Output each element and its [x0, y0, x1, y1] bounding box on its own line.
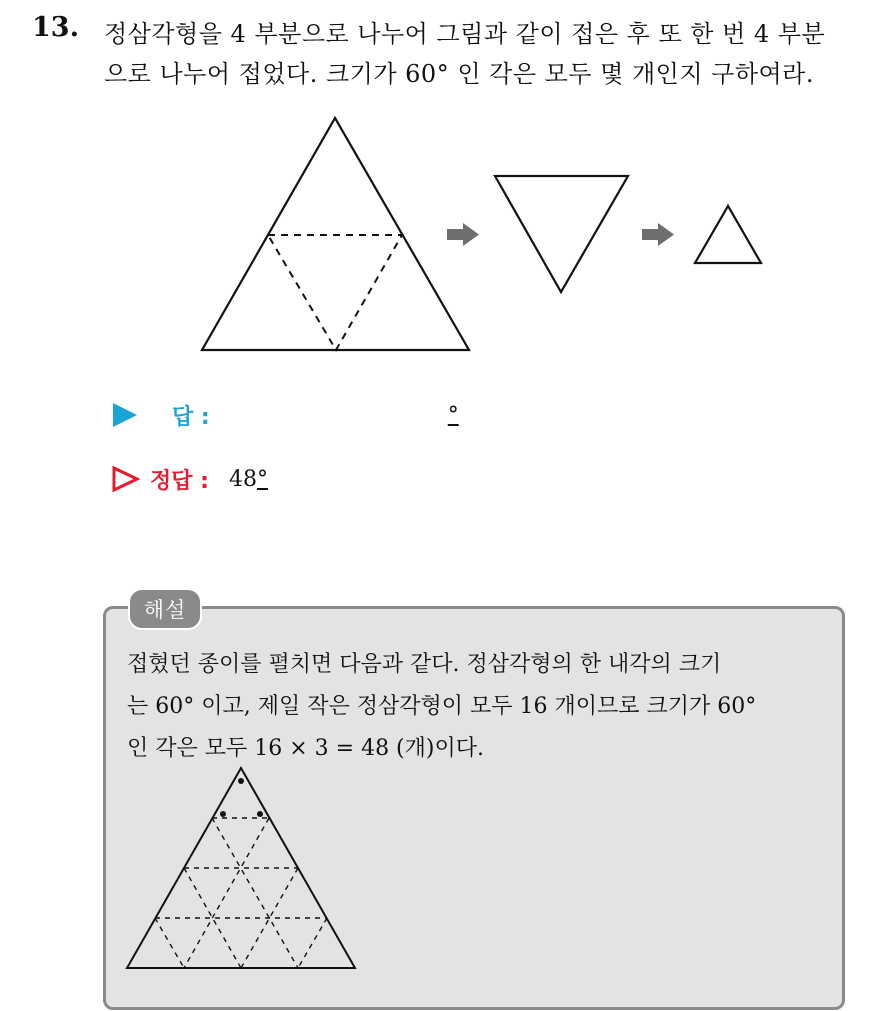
explanation-text: [127, 644, 827, 770]
correct-answer-row: [112, 462, 268, 496]
correct-answer-unit: °: [256, 466, 268, 492]
small-triangle: [695, 206, 761, 263]
large-triangle: [202, 118, 469, 350]
correct-answer-label: 정답 :: [150, 468, 209, 494]
question-text: [104, 14, 874, 94]
play-icon: [112, 402, 140, 428]
explanation-line-3: 인 각은 모두 16 × 3 = 48 (개)이다.: [127, 736, 484, 761]
question-line-1: 정삼각형을 4 부분으로 나누어 그림과 같이 접은 후 또 한 번 4 부분: [104, 20, 826, 48]
arrow-right-icon: [447, 223, 479, 246]
explanation-tab: 해설: [128, 588, 202, 630]
question-line-2: 으로 나누어 접었다. 크기가 60° 인 각은 모두 몇 개인지 구하여라.: [104, 60, 815, 88]
fold-lines: [268, 235, 402, 350]
answer-blank-unit[interactable]: °: [447, 402, 459, 428]
arrow-right-icon: [642, 223, 674, 246]
inverted-triangle: [495, 176, 628, 292]
answer-row: [112, 398, 459, 432]
explanation-line-2: 는 60° 이고, 제일 작은 정삼각형이 모두 16 개이므로 크기가 60°: [127, 694, 757, 719]
correct-answer-value: 48: [228, 466, 257, 492]
explanation-line-1: 접혔던 종이를 펼치면 다음과 같다. 정삼각형의 한 내각의 크기: [127, 652, 722, 677]
play-outline-icon: [112, 466, 140, 492]
large-triangle-diagram: [202, 118, 469, 350]
answer-label: 답 :: [172, 404, 210, 430]
question-number: 13.: [32, 12, 79, 43]
